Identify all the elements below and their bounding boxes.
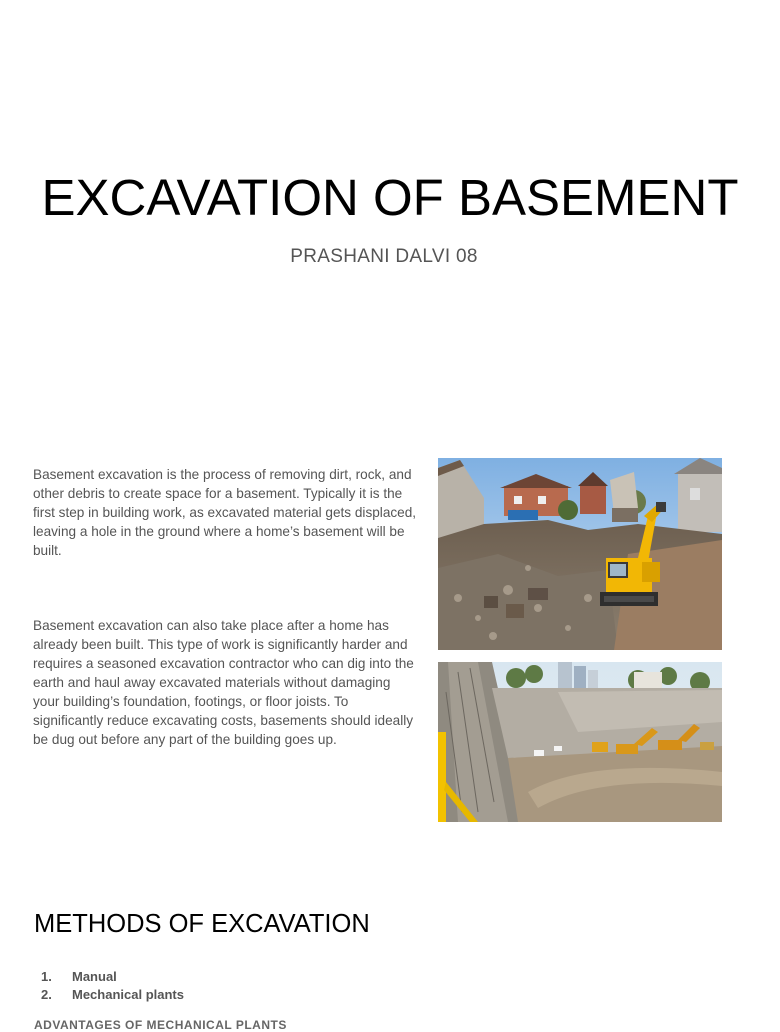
excavator-site-photo — [438, 458, 722, 650]
quarry-excavation-photo — [438, 662, 722, 822]
list-item — [34, 986, 184, 1004]
next-section-heading-partial: ADVANTAGES OF MECHANICAL PLANTS — [34, 1018, 287, 1032]
methods-heading: METHODS OF EXCAVATION — [34, 910, 370, 938]
methods-list — [34, 968, 184, 1004]
list-number: 1. — [41, 969, 52, 984]
list-item — [34, 968, 184, 986]
page-title: EXCAVATION OF BASEMENT — [41, 169, 739, 226]
list-number: 2. — [41, 987, 52, 1002]
post-construction-paragraph: Basement excavation can also take place after a home has already been built. This type of work is significantly harder and requires a seasoned excavation contractor who can dig into the earth and haul away excavated materials without damaging your building’s foundation, footings, or floor joists. To significantly reduce excavating costs, basements should ideally be dug out before any part of the building goes up. — [33, 618, 414, 747]
author-subtitle: PRASHANI DALVI 08 — [290, 246, 478, 267]
list-label: Manual — [72, 969, 117, 984]
list-label: Mechanical plants — [72, 987, 184, 1002]
intro-paragraph: Basement excavation is the process of removing dirt, rock, and other debris to create space for a basement. Typically it is the first step in building work, as excavated material gets displaced, leaving a hole in the ground where a home’s basement will be built. — [33, 467, 417, 558]
